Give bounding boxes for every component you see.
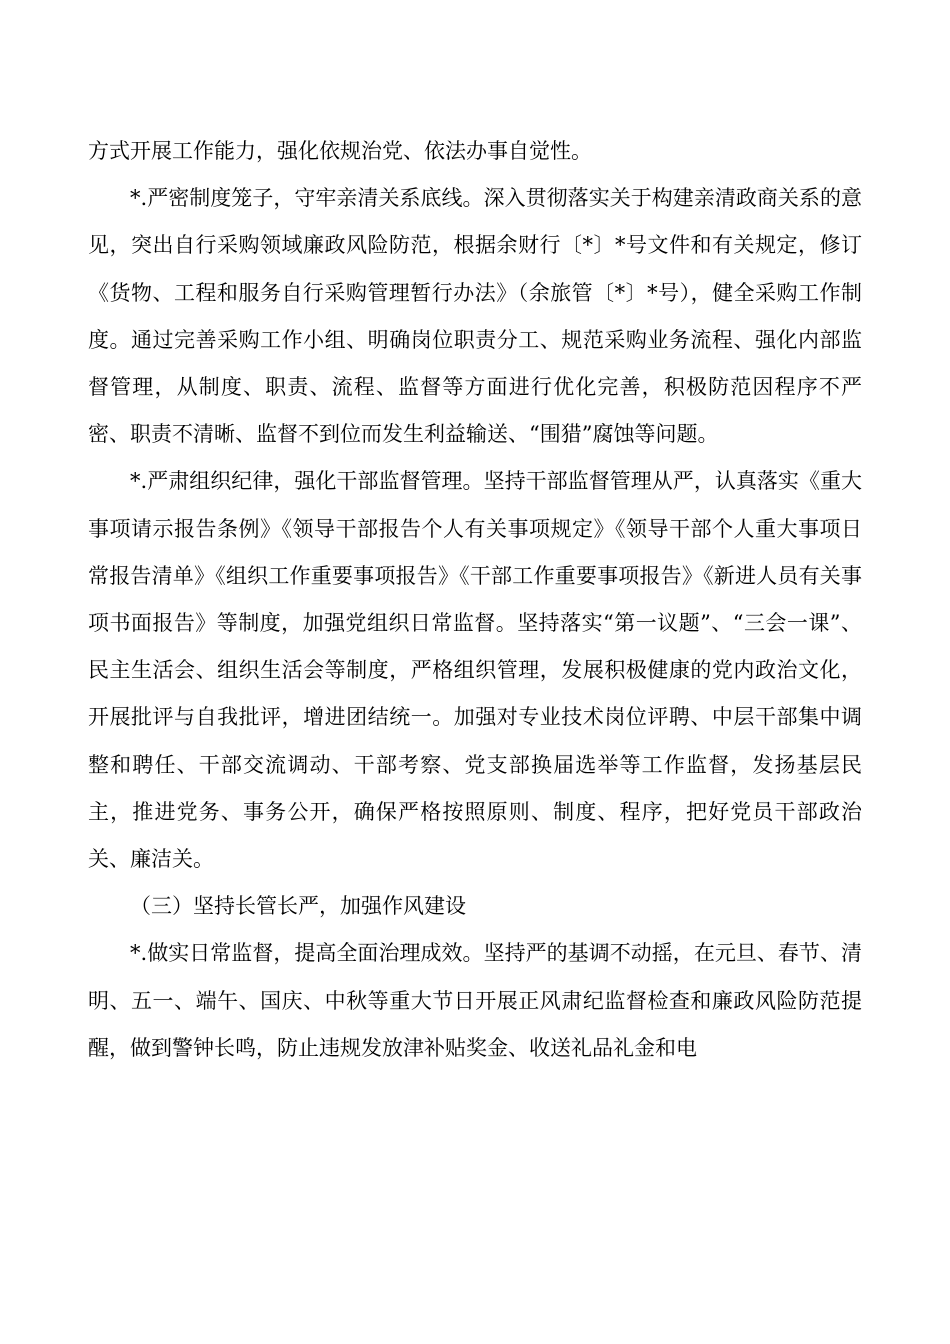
paragraph-organizational-discipline: *.严肃组织纪律，强化干部监督管理。坚持干部监督管理从严，认真落实《重大事项请示报告条例》《领导干部报告个人有关事项规定》《领导干部个人重大事项日常报告清单》《组织工作重要事项报告》《干部工作重要事项报告》《新进人员有关事项书面报告》等制度，加强党组织日常监督。坚持落实“第一议题”、“三会一课”、民主生活会、组织生活会等制度，严格组织管理，发展积极健康的党内政治文化，开展批评与自我批评，增进团结统一。加强对专业技术岗位评聘、中层干部集中调整和聘任、干部交流调动、干部考察、党支部换届选举等工作监督，发扬基层民主，推进党务、事务公开，确保严格按照原则、制度、程序，把好党员干部政治关、廉洁关。 (88, 469, 862, 872)
paragraph-continuation: 方式开展工作能力，强化依规治党、依法办事自觉性。 (88, 139, 592, 163)
document-page (88, 128, 862, 1072)
paragraph-procurement-system: *.严密制度笼子，守牢亲清关系底线。深入贯彻落实关于构建亲清政商关系的意见，突出自行采购领域廉政风险防范，根据余财行〔*〕*号文件和有关规定，修订《货物、工程和服务自行采购管理暂行办法》（余旅管〔*〕*号），健全采购工作制度。通过完善采购工作小组、明确岗位职责分工、规范采购业务流程、强化内部监督管理，从制度、职责、流程、监督等方面进行优化完善，积极防范因程序不严密、职责不清晰、监督不到位而发生利益输送、“围猎”腐蚀等问题。 (88, 186, 862, 447)
section-heading: （三）坚持长管长严，加强作风建设 (130, 894, 466, 919)
paragraph-daily-supervision: *.做实日常监督，提高全面治理成效。坚持严的基调不动摇，在元旦、春节、清明、五一、端午、国庆、中秋等重大节日开展正风肃纪监督检查和廉政风险防范提醒，做到警钟长鸣，防止违规发放津补贴奖金、收送礼品礼金和电 (88, 941, 862, 1060)
